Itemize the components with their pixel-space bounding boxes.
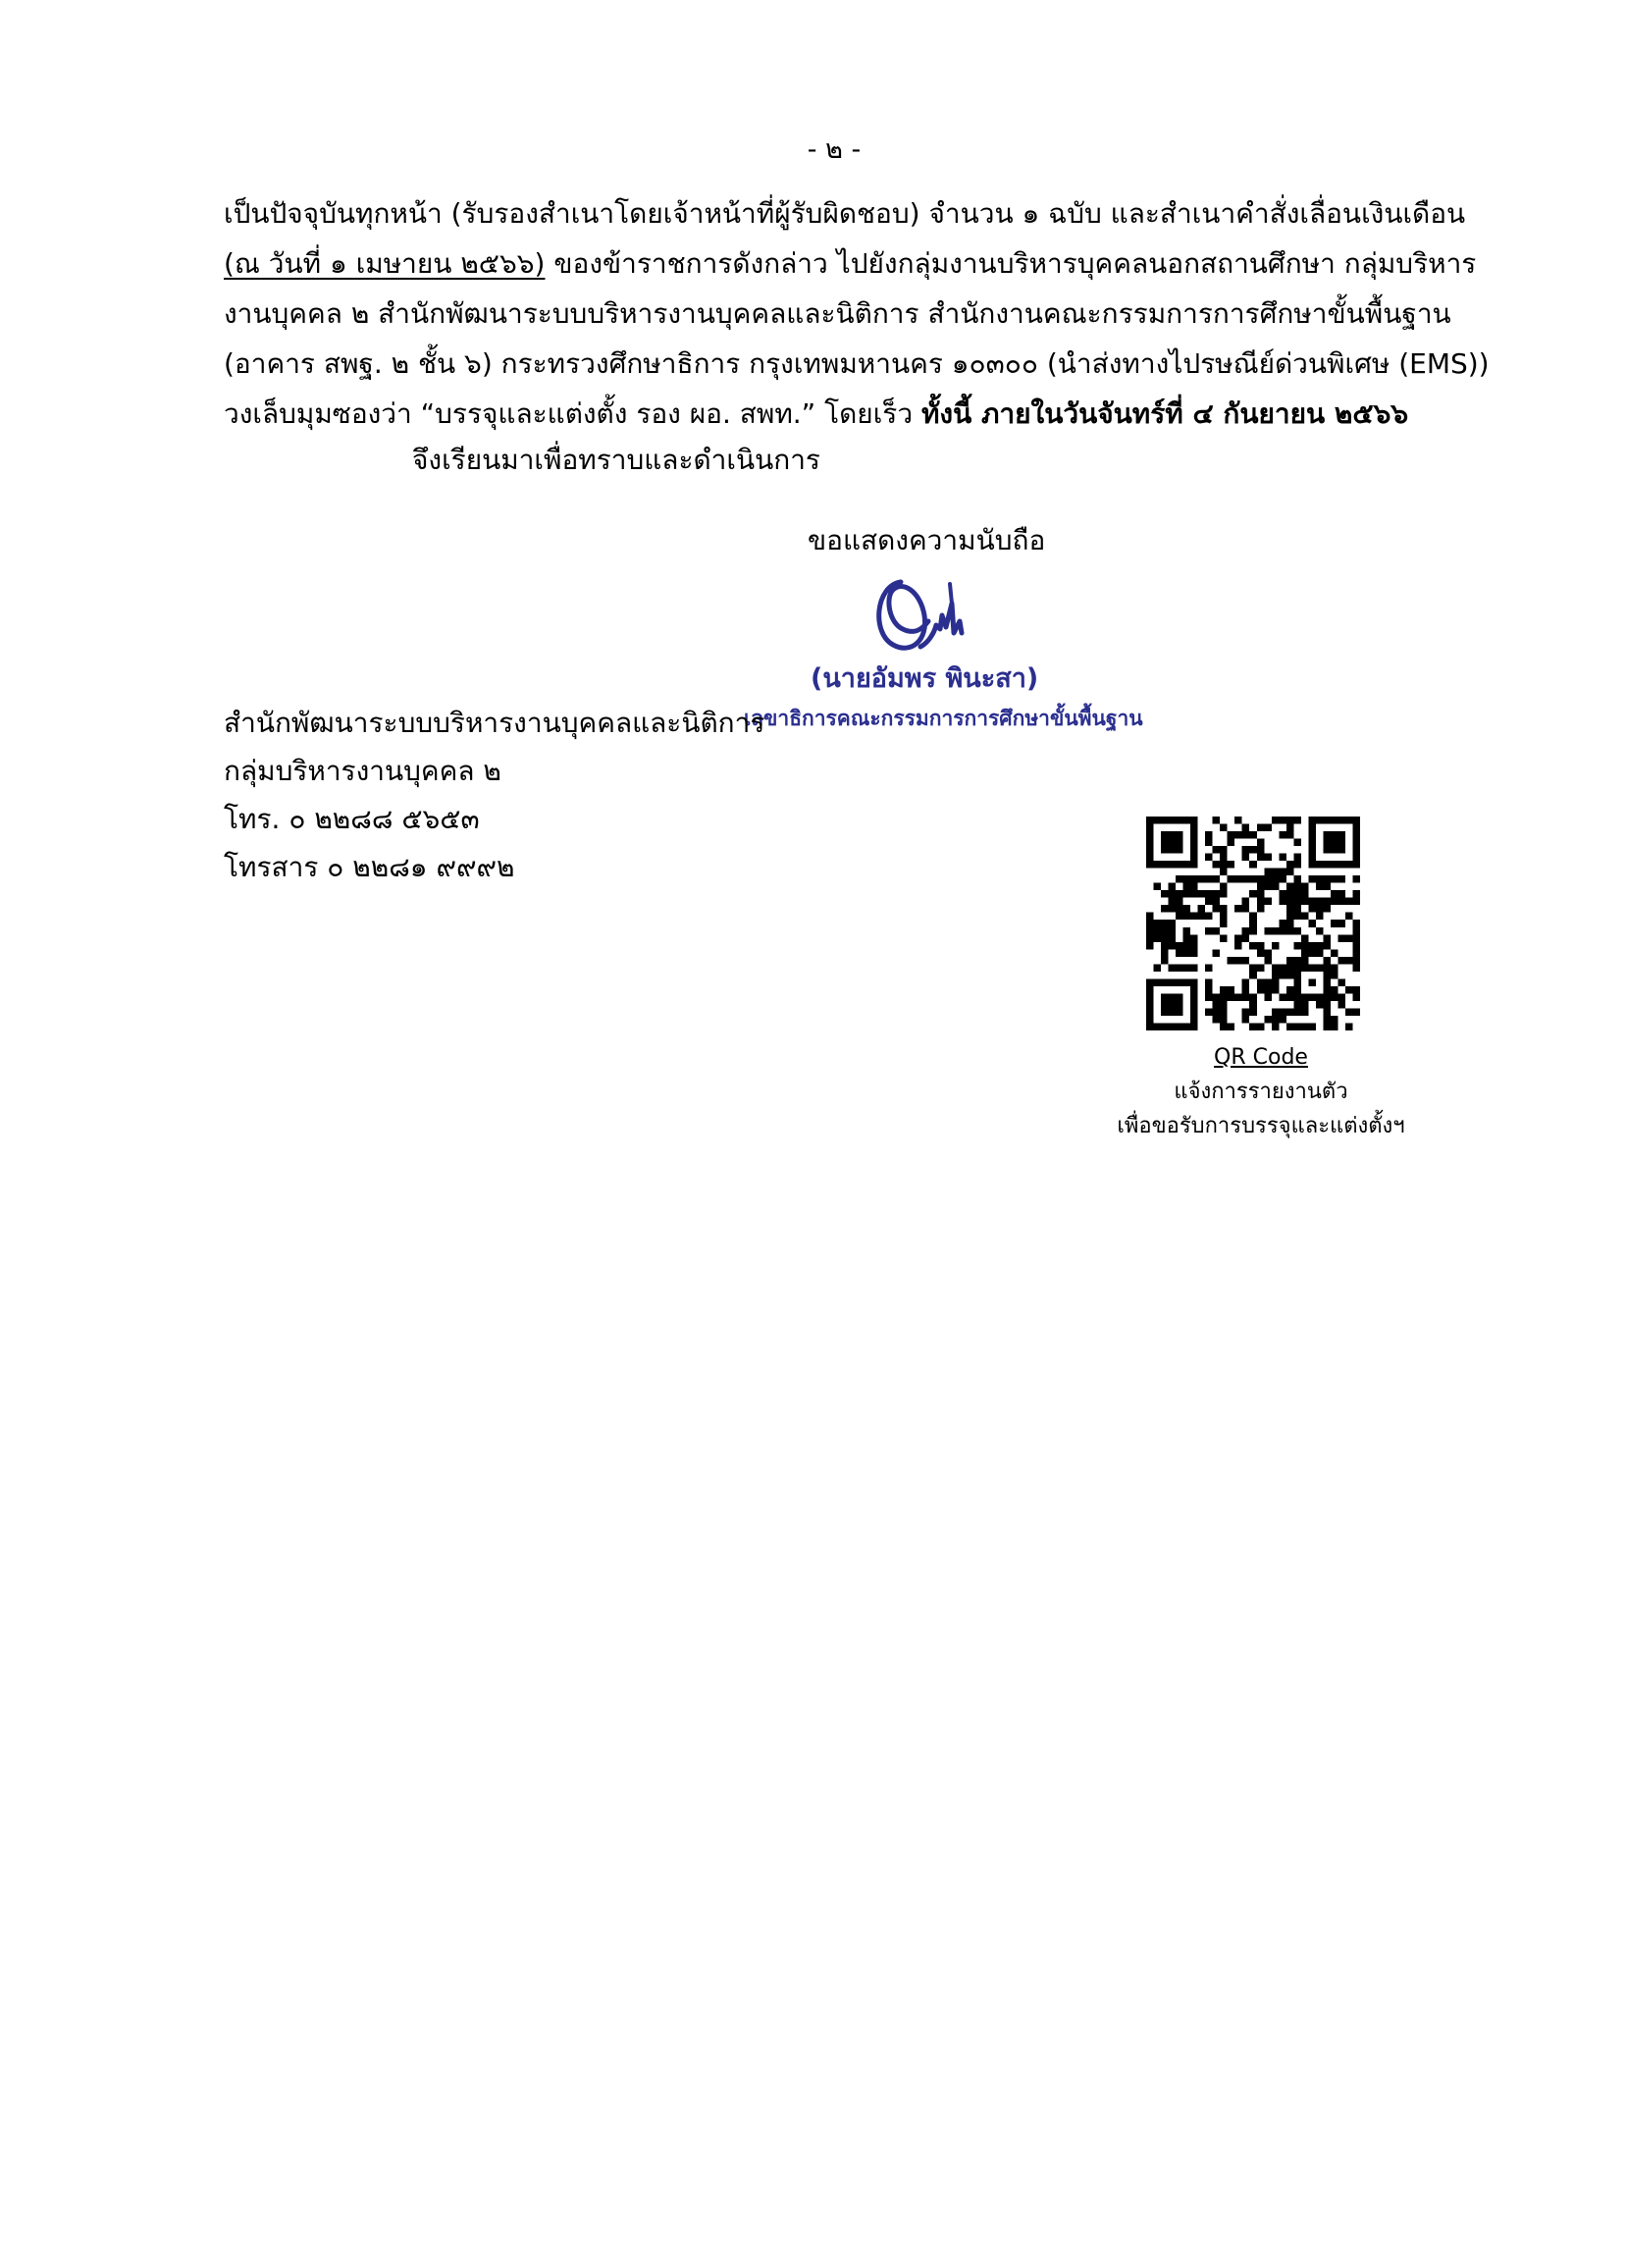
body-paragraph: [224, 188, 1490, 439]
body-text: งานบุคคล ๒ สำนักพัฒนาระบบบริหารงานบุคคลและนิติการ สำนักงานคณะกรรมการการศึกษาขั้นพื้นฐาน: [224, 297, 1451, 330]
contact-block: [224, 699, 764, 891]
qr-caption: [1099, 1040, 1423, 1143]
qr-code[interactable]: [1146, 817, 1360, 1030]
body-text: ของข้าราชการดังกล่าว ไปยังกลุ่มงานบริหารบุคคลนอกสถานศึกษา กลุ่มบริหาร: [545, 247, 1477, 280]
phone-number: โทร. ๐ ๒๒๘๘ ๕๖๕๓: [224, 803, 480, 835]
handwritten-signature: [864, 564, 1021, 672]
body-line: [224, 188, 1466, 238]
group-name: กลุ่มบริหารงานบุคคล ๒: [224, 755, 501, 787]
regards-line: ขอแสดงความนับถือ: [808, 524, 1046, 556]
body-line: [224, 389, 1450, 439]
signer-title: เลขาธิการคณะกรรมการการศึกษาขั้นพื้นฐาน: [744, 707, 1143, 730]
body-text: เป็นปัจจุบันทุกหน้า (รับรองสำเนาโดยเจ้าหน้าที่ผู้รับผิดชอบ) จำนวน ๑ ฉบับ และสำเนาคำสั่งเลื่อนเงินเดือน: [224, 197, 1466, 230]
qr-title: QR Code: [1214, 1045, 1308, 1070]
deadline-bold: ทั้งนี้ ภายในวันจันทร์ที่ ๔ กันยายน ๒๕๖๖: [920, 397, 1409, 430]
qr-caption-line: เพื่อขอรับการบรรจุและแต่งตั้งฯ: [1117, 1114, 1405, 1138]
page-number: - ๒ -: [807, 134, 862, 165]
fax-number: โทรสาร ๐ ๒๒๘๑ ๙๙๙๒: [224, 851, 515, 883]
qr-code-image: [1146, 817, 1360, 1030]
signer-name: (นายอัมพร พินะสา): [811, 663, 1039, 694]
office-name: สำนักพัฒนาระบบบริหารงานบุคคลและนิติการ: [224, 707, 765, 739]
body-text: (อาคาร สพฐ. ๒ ชั้น ๖) กระทรวงศึกษาธิการ กรุงเทพมหานคร ๑๐๓๐๐ (นำส่งทางไปรษณีย์ด่วนพิเศษ (EMS)): [224, 347, 1490, 380]
body-text: วงเล็บมุมซองว่า “บรรจุและแต่งตั้ง รอง ผอ. สพท.” โดยเร็ว: [224, 397, 921, 430]
body-line: [224, 238, 1477, 289]
salary-date-underlined: (ณ วันที่ ๑ เมษายน ๒๕๖๖): [224, 247, 546, 280]
body-line: [224, 289, 1450, 339]
body-line: [224, 339, 1490, 389]
qr-caption-line: แจ้งการรายงานตัว: [1174, 1080, 1348, 1104]
closing-line: จึงเรียนมาเพื่อทราบและดำเนินการ: [412, 444, 820, 476]
